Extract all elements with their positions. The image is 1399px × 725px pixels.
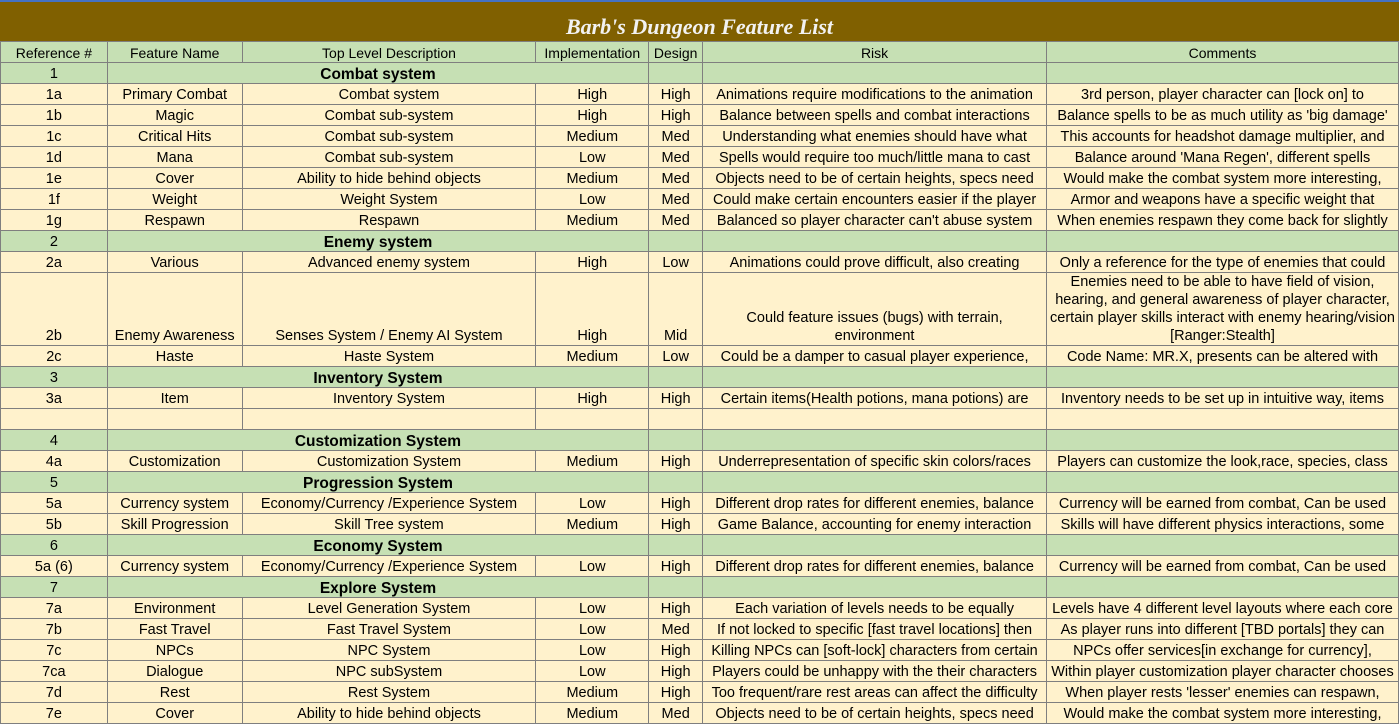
- cell-description[interactable]: Combat sub-system: [242, 126, 536, 147]
- cell-feature-name[interactable]: Various: [107, 252, 242, 273]
- cell-implementation[interactable]: Low: [536, 598, 649, 619]
- cell-implementation[interactable]: Low: [536, 640, 649, 661]
- cell-implementation[interactable]: Low: [536, 189, 649, 210]
- header-comments[interactable]: Comments: [1047, 42, 1399, 63]
- cell-description[interactable]: Advanced enemy system: [242, 252, 536, 273]
- cell-risk[interactable]: Game Balance, accounting for enemy interaction: [703, 514, 1047, 535]
- empty-cell[interactable]: [703, 577, 1047, 598]
- cell-feature-name[interactable]: Customization: [107, 451, 242, 472]
- cell-implementation[interactable]: Medium: [536, 346, 649, 367]
- cell-implementation[interactable]: High: [536, 388, 649, 409]
- cell-reference[interactable]: 7ca: [1, 661, 108, 682]
- cell-comments[interactable]: Inventory needs to be set up in intuitive way, items: [1047, 388, 1399, 409]
- cell-description[interactable]: NPC subSystem: [242, 661, 536, 682]
- empty-cell[interactable]: [536, 409, 649, 430]
- empty-cell[interactable]: [703, 472, 1047, 493]
- empty-cell[interactable]: [1047, 430, 1399, 451]
- cell-reference[interactable]: 5a: [1, 493, 108, 514]
- cell-design[interactable]: High: [649, 84, 703, 105]
- empty-cell[interactable]: [242, 409, 536, 430]
- cell-description[interactable]: Haste System: [242, 346, 536, 367]
- cell-description[interactable]: Skill Tree system: [242, 514, 536, 535]
- cell-feature-name[interactable]: Currency system: [107, 556, 242, 577]
- table-row: [1, 514, 1399, 535]
- section-row: [1, 367, 1399, 388]
- cell-comments[interactable]: Code Name: MR.X, presents can be altered with: [1047, 346, 1399, 367]
- feature-table: [0, 41, 1399, 724]
- cell-design[interactable]: Low: [649, 252, 703, 273]
- cell-feature-name[interactable]: Mana: [107, 147, 242, 168]
- cell-implementation[interactable]: High: [536, 84, 649, 105]
- cell-reference[interactable]: 2: [1, 231, 108, 252]
- cell-risk[interactable]: Each variation of levels needs to be equally: [703, 598, 1047, 619]
- cell-implementation[interactable]: Medium: [536, 682, 649, 703]
- section-row: [1, 535, 1399, 556]
- cell-design[interactable]: Med: [649, 703, 703, 724]
- cell-risk[interactable]: Could be a damper to casual player experience,: [703, 346, 1047, 367]
- cell-design[interactable]: Med: [649, 210, 703, 231]
- header-row: [1, 42, 1399, 63]
- cell-implementation[interactable]: Low: [536, 493, 649, 514]
- section-title[interactable]: Inventory System: [107, 367, 648, 388]
- cell-design[interactable]: Med: [649, 168, 703, 189]
- section-row: [1, 430, 1399, 451]
- empty-cell[interactable]: [1047, 63, 1399, 84]
- cell-reference[interactable]: 2c: [1, 346, 108, 367]
- table-row: [1, 168, 1399, 189]
- cell-implementation[interactable]: Medium: [536, 514, 649, 535]
- cell-description[interactable]: NPC System: [242, 640, 536, 661]
- empty-cell[interactable]: [703, 231, 1047, 252]
- cell-description[interactable]: Inventory System: [242, 388, 536, 409]
- table-row: [1, 126, 1399, 147]
- section-title[interactable]: Enemy system: [107, 231, 648, 252]
- table-row: [1, 84, 1399, 105]
- cell-implementation[interactable]: Medium: [536, 703, 649, 724]
- cell-comments[interactable]: Within player customization player character chooses: [1047, 661, 1399, 682]
- cell-reference[interactable]: 3: [1, 367, 108, 388]
- cell-implementation[interactable]: Low: [536, 619, 649, 640]
- cell-feature-name[interactable]: Fast Travel: [107, 619, 242, 640]
- cell-reference[interactable]: 7b: [1, 619, 108, 640]
- cell-comments[interactable]: Would make the combat system more interesting,: [1047, 703, 1399, 724]
- cell-description[interactable]: Ability to hide behind objects: [242, 168, 536, 189]
- section-row: [1, 577, 1399, 598]
- cell-comments[interactable]: Currency will be earned from combat, Can be used: [1047, 556, 1399, 577]
- header-description[interactable]: Top Level Description: [242, 42, 536, 63]
- cell-feature-name[interactable]: Primary Combat: [107, 84, 242, 105]
- table-row: [1, 598, 1399, 619]
- cell-comments[interactable]: Levels have 4 different level layouts where each core: [1047, 598, 1399, 619]
- table-row: [1, 661, 1399, 682]
- cell-feature-name[interactable]: Rest: [107, 682, 242, 703]
- cell-reference[interactable]: 1a: [1, 84, 108, 105]
- cell-risk[interactable]: Different drop rates for different enemies, balance: [703, 556, 1047, 577]
- empty-cell[interactable]: [649, 409, 703, 430]
- cell-risk[interactable]: Could make certain encounters easier if the player: [703, 189, 1047, 210]
- cell-comments[interactable]: Balance spells to be as much utility as 'big damage': [1047, 105, 1399, 126]
- cell-description[interactable]: Rest System: [242, 682, 536, 703]
- section-row: [1, 63, 1399, 84]
- cell-description[interactable]: Combat sub-system: [242, 147, 536, 168]
- cell-design[interactable]: Med: [649, 147, 703, 168]
- section-title[interactable]: Combat system: [107, 63, 648, 84]
- cell-design[interactable]: Mid: [649, 273, 703, 346]
- cell-implementation[interactable]: Medium: [536, 451, 649, 472]
- empty-cell[interactable]: [649, 472, 703, 493]
- cell-feature-name[interactable]: NPCs: [107, 640, 242, 661]
- cell-feature-name[interactable]: Enemy Awareness: [107, 273, 242, 346]
- cell-risk[interactable]: Balanced so player character can't abuse system: [703, 210, 1047, 231]
- blank-row: [1, 409, 1399, 430]
- cell-implementation[interactable]: High: [536, 105, 649, 126]
- cell-feature-name[interactable]: Skill Progression: [107, 514, 242, 535]
- cell-reference[interactable]: 2a: [1, 252, 108, 273]
- cell-comments[interactable]: Currency will be earned from combat, Can be used: [1047, 493, 1399, 514]
- table-row: [1, 682, 1399, 703]
- cell-design[interactable]: High: [649, 451, 703, 472]
- table-row: [1, 346, 1399, 367]
- cell-design[interactable]: High: [649, 493, 703, 514]
- cell-reference[interactable]: 1g: [1, 210, 108, 231]
- cell-implementation[interactable]: Low: [536, 147, 649, 168]
- cell-comments[interactable]: Only a reference for the type of enemies that could: [1047, 252, 1399, 273]
- cell-design[interactable]: High: [649, 388, 703, 409]
- table-row: [1, 252, 1399, 273]
- cell-implementation[interactable]: Low: [536, 556, 649, 577]
- cell-implementation[interactable]: Low: [536, 661, 649, 682]
- cell-implementation[interactable]: Medium: [536, 210, 649, 231]
- table-row: [1, 640, 1399, 661]
- table-row: [1, 388, 1399, 409]
- cell-description[interactable]: Senses System / Enemy AI System: [242, 273, 536, 346]
- cell-reference[interactable]: 3a: [1, 388, 108, 409]
- cell-feature-name[interactable]: Item: [107, 388, 242, 409]
- cell-reference[interactable]: 1e: [1, 168, 108, 189]
- cell-feature-name[interactable]: Respawn: [107, 210, 242, 231]
- cell-reference[interactable]: 5: [1, 472, 108, 493]
- table-row: [1, 493, 1399, 514]
- header-design[interactable]: Design: [649, 42, 703, 63]
- empty-cell[interactable]: [649, 367, 703, 388]
- header-risk[interactable]: Risk: [703, 42, 1047, 63]
- cell-risk[interactable]: Underrepresentation of specific skin colors/races: [703, 451, 1047, 472]
- cell-risk[interactable]: Animations could prove difficult, also creating: [703, 252, 1047, 273]
- empty-cell[interactable]: [1047, 367, 1399, 388]
- empty-cell[interactable]: [649, 231, 703, 252]
- cell-risk[interactable]: If not locked to specific [fast travel locations] then: [703, 619, 1047, 640]
- cell-description[interactable]: Combat system: [242, 84, 536, 105]
- cell-feature-name[interactable]: Dialogue: [107, 661, 242, 682]
- section-title[interactable]: Progression System: [107, 472, 648, 493]
- cell-risk[interactable]: Could feature issues (bugs) with terrain, environment: [703, 273, 1047, 346]
- empty-cell[interactable]: [703, 430, 1047, 451]
- cell-design[interactable]: Med: [649, 619, 703, 640]
- cell-risk[interactable]: Players could be unhappy with the their characters: [703, 661, 1047, 682]
- cell-reference[interactable]: 1: [1, 63, 108, 84]
- cell-risk[interactable]: Different drop rates for different enemies, balance: [703, 493, 1047, 514]
- cell-design[interactable]: Low: [649, 346, 703, 367]
- cell-design[interactable]: High: [649, 105, 703, 126]
- cell-feature-name[interactable]: Currency system: [107, 493, 242, 514]
- header-implementation[interactable]: Implementation: [536, 42, 649, 63]
- empty-cell[interactable]: [703, 409, 1047, 430]
- cell-description[interactable]: Combat sub-system: [242, 105, 536, 126]
- cell-comments[interactable]: Skills will have different physics interactions, some: [1047, 514, 1399, 535]
- cell-feature-name[interactable]: Haste: [107, 346, 242, 367]
- cell-comments[interactable]: NPCs offer services[in exchange for currency],: [1047, 640, 1399, 661]
- cell-reference[interactable]: 5b: [1, 514, 108, 535]
- cell-description[interactable]: Economy/Currency /Experience System: [242, 493, 536, 514]
- empty-cell[interactable]: [649, 63, 703, 84]
- section-title[interactable]: Economy System: [107, 535, 648, 556]
- table-row: [1, 273, 1399, 346]
- cell-description[interactable]: Ability to hide behind objects: [242, 703, 536, 724]
- section-title[interactable]: Customization System: [107, 430, 648, 451]
- cell-risk[interactable]: Objects need to be of certain heights, specs need: [703, 168, 1047, 189]
- cell-reference[interactable]: 1d: [1, 147, 108, 168]
- cell-implementation[interactable]: High: [536, 252, 649, 273]
- table-row: [1, 105, 1399, 126]
- empty-cell[interactable]: [1047, 577, 1399, 598]
- cell-implementation[interactable]: Medium: [536, 168, 649, 189]
- empty-cell[interactable]: [649, 535, 703, 556]
- cell-reference[interactable]: 4a: [1, 451, 108, 472]
- cell-design[interactable]: High: [649, 598, 703, 619]
- cell-comments[interactable]: Players can customize the look,race, species, class: [1047, 451, 1399, 472]
- empty-cell[interactable]: [649, 577, 703, 598]
- empty-cell[interactable]: [107, 409, 242, 430]
- cell-description[interactable]: Fast Travel System: [242, 619, 536, 640]
- cell-description[interactable]: Economy/Currency /Experience System: [242, 556, 536, 577]
- empty-cell[interactable]: [703, 367, 1047, 388]
- cell-design[interactable]: High: [649, 640, 703, 661]
- header-reference[interactable]: Reference #: [1, 42, 108, 63]
- cell-reference[interactable]: 2b: [1, 273, 108, 346]
- cell-implementation[interactable]: High: [536, 273, 649, 346]
- table-row: [1, 556, 1399, 577]
- cell-comments[interactable]: Enemies need to be able to have field of vision, hearing, and general awareness of player character, certain player skills interact with enemy hearing/vision [Ranger:Stealth]: [1047, 273, 1399, 346]
- empty-cell[interactable]: [1047, 409, 1399, 430]
- cell-implementation[interactable]: Medium: [536, 126, 649, 147]
- cell-comments[interactable]: This accounts for headshot damage multiplier, and: [1047, 126, 1399, 147]
- cell-reference[interactable]: 1f: [1, 189, 108, 210]
- cell-design[interactable]: High: [649, 682, 703, 703]
- cell-feature-name[interactable]: Magic: [107, 105, 242, 126]
- table-row: [1, 703, 1399, 724]
- section-row: [1, 472, 1399, 493]
- table-row: [1, 210, 1399, 231]
- table-row: [1, 619, 1399, 640]
- header-feature-name[interactable]: Feature Name: [107, 42, 242, 63]
- cell-feature-name[interactable]: Weight: [107, 189, 242, 210]
- cell-risk[interactable]: Balance between spells and combat interactions: [703, 105, 1047, 126]
- cell-reference[interactable]: 7e: [1, 703, 108, 724]
- empty-cell[interactable]: [1047, 231, 1399, 252]
- table-row: [1, 189, 1399, 210]
- cell-description[interactable]: Weight System: [242, 189, 536, 210]
- cell-design[interactable]: High: [649, 556, 703, 577]
- cell-comments[interactable]: When player rests 'lesser' enemies can respawn,: [1047, 682, 1399, 703]
- cell-comments[interactable]: When enemies respawn they come back for slightly: [1047, 210, 1399, 231]
- cell-reference[interactable]: 6: [1, 535, 108, 556]
- cell-comments[interactable]: Armor and weapons have a specific weight that: [1047, 189, 1399, 210]
- empty-cell[interactable]: [1047, 535, 1399, 556]
- cell-comments[interactable]: Balance around 'Mana Regen', different spells: [1047, 147, 1399, 168]
- cell-reference[interactable]: 7d: [1, 682, 108, 703]
- cell-design[interactable]: High: [649, 514, 703, 535]
- cell-comments[interactable]: Would make the combat system more interesting,: [1047, 168, 1399, 189]
- cell-reference[interactable]: 4: [1, 430, 108, 451]
- cell-feature-name[interactable]: Cover: [107, 703, 242, 724]
- cell-reference[interactable]: 1b: [1, 105, 108, 126]
- sheet-title: Barb's Dungeon Feature List: [565, 14, 834, 39]
- cell-comments[interactable]: 3rd person, player character can [lock on] to: [1047, 84, 1399, 105]
- cell-reference[interactable]: 5a (6): [1, 556, 108, 577]
- cell-reference[interactable]: 7: [1, 577, 108, 598]
- cell-risk[interactable]: Understanding what enemies should have what: [703, 126, 1047, 147]
- cell-feature-name[interactable]: Cover: [107, 168, 242, 189]
- cell-design[interactable]: High: [649, 661, 703, 682]
- cell-comments[interactable]: As player runs into different [TBD portals] they can: [1047, 619, 1399, 640]
- title-banner[interactable]: [0, 0, 1399, 41]
- cell-feature-name[interactable]: Environment: [107, 598, 242, 619]
- cell-reference[interactable]: 1c: [1, 126, 108, 147]
- empty-cell[interactable]: [1047, 472, 1399, 493]
- cell-design[interactable]: Med: [649, 189, 703, 210]
- section-title[interactable]: Explore System: [107, 577, 648, 598]
- empty-cell[interactable]: [703, 63, 1047, 84]
- cell-risk[interactable]: Objects need to be of certain heights, specs need: [703, 703, 1047, 724]
- empty-cell[interactable]: [703, 535, 1047, 556]
- table-row: [1, 147, 1399, 168]
- cell-risk[interactable]: Animations require modifications to the animation: [703, 84, 1047, 105]
- cell-reference[interactable]: 7c: [1, 640, 108, 661]
- cell-risk[interactable]: Certain items(Health potions, mana potions) are: [703, 388, 1047, 409]
- section-row: [1, 231, 1399, 252]
- cell-design[interactable]: Med: [649, 126, 703, 147]
- cell-description[interactable]: Level Generation System: [242, 598, 536, 619]
- cell-feature-name[interactable]: Critical Hits: [107, 126, 242, 147]
- cell-description[interactable]: Respawn: [242, 210, 536, 231]
- empty-cell[interactable]: [649, 430, 703, 451]
- empty-cell[interactable]: [1, 409, 108, 430]
- cell-risk[interactable]: Killing NPCs can [soft-lock] characters from certain: [703, 640, 1047, 661]
- cell-reference[interactable]: 7a: [1, 598, 108, 619]
- table-row: [1, 451, 1399, 472]
- cell-risk[interactable]: Too frequent/rare rest areas can affect the difficulty: [703, 682, 1047, 703]
- cell-description[interactable]: Customization System: [242, 451, 536, 472]
- cell-risk[interactable]: Spells would require too much/little mana to cast: [703, 147, 1047, 168]
